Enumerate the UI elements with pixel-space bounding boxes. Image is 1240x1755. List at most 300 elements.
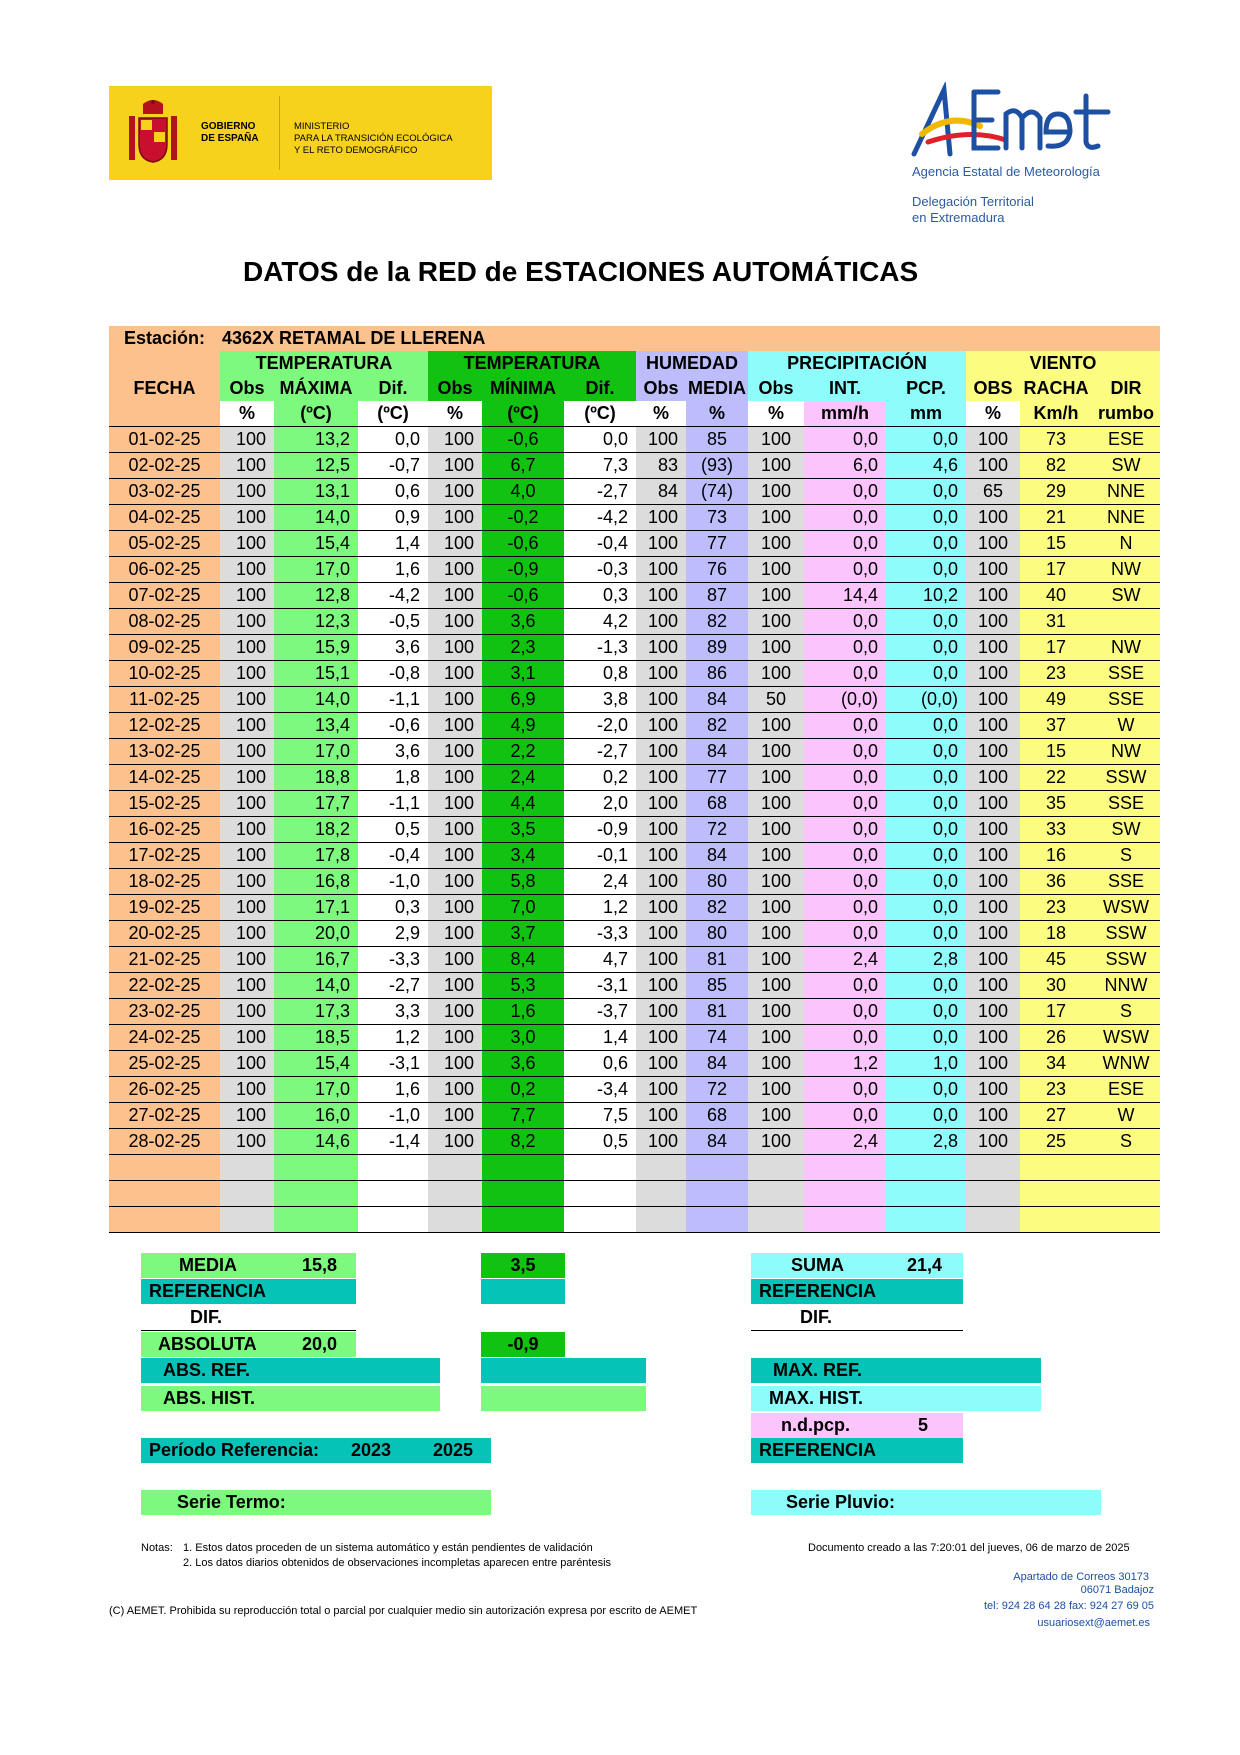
cell-obs-min: 100 <box>428 531 482 557</box>
cell-obs-wind: 65 <box>966 479 1020 505</box>
cell-temp-max: 14,0 <box>274 687 358 713</box>
table-row <box>109 947 1160 973</box>
serie-termo-label: Serie Termo: <box>177 1492 286 1512</box>
created-timestamp: Documento creado a las 7:20:01 del jueves, 06 de marzo de 2025 <box>808 1542 1130 1554</box>
cell-temp-max: 17,0 <box>274 1077 358 1103</box>
abs-ref-label: ABS. REF. <box>163 1360 251 1380</box>
unit-obs-pcp: % <box>748 401 804 427</box>
station-label: Estación: <box>109 326 220 351</box>
cell-fecha: 11-02-25 <box>109 687 220 713</box>
cell-pcp: 0,0 <box>886 1103 966 1129</box>
cell-racha: 49 <box>1020 687 1092 713</box>
empty-cell <box>966 1155 1020 1181</box>
cell-obs-min: 100 <box>428 765 482 791</box>
media-min-value: 3,5 <box>481 1253 565 1278</box>
cell-int-pcp: 1,2 <box>804 1051 886 1077</box>
cell-fecha: 04-02-25 <box>109 505 220 531</box>
cell-obs-max: 100 <box>220 583 274 609</box>
cell-racha: 17 <box>1020 635 1092 661</box>
cell-dir: ESE <box>1092 1077 1160 1103</box>
group-precipitation: PRECIPITACIÓN <box>748 351 966 376</box>
cell-dif-min: -0,3 <box>564 557 636 583</box>
unit-obs-wind: % <box>966 401 1020 427</box>
cell-dir: SSE <box>1092 661 1160 687</box>
cell-obs-pcp: 100 <box>748 661 804 687</box>
empty-cell <box>274 1155 358 1181</box>
cell-racha: 21 <box>1020 505 1092 531</box>
cell-obs-wind: 100 <box>966 1051 1020 1077</box>
cell-obs-pcp: 50 <box>748 687 804 713</box>
cell-temp-max: 15,4 <box>274 1051 358 1077</box>
cell-obs-hum: 100 <box>636 531 686 557</box>
cell-obs-max: 100 <box>220 1025 274 1051</box>
cell-dir <box>1092 609 1160 635</box>
cell-obs-max: 100 <box>220 947 274 973</box>
cell-dif-min: 0,3 <box>564 583 636 609</box>
cell-dif-max: 3,3 <box>358 999 428 1025</box>
col-header-obs-pcp: Obs <box>748 376 804 401</box>
cell-dir: SSW <box>1092 947 1160 973</box>
cell-dif-min: 1,2 <box>564 895 636 921</box>
empty-cell <box>748 1155 804 1181</box>
cell-obs-hum: 100 <box>636 765 686 791</box>
cell-int-pcp: 0,0 <box>804 921 886 947</box>
empty-cell <box>636 1155 686 1181</box>
group-temp-min: TEMPERATURA <box>428 351 636 376</box>
cell-hum-media: 84 <box>686 1129 748 1155</box>
cell-int-pcp: 0,0 <box>804 999 886 1025</box>
cell-hum-media: 89 <box>686 635 748 661</box>
cell-obs-max: 100 <box>220 609 274 635</box>
cell-fecha: 09-02-25 <box>109 635 220 661</box>
cell-temp-max: 15,4 <box>274 531 358 557</box>
unit-dif-max: (ºC) <box>358 401 428 427</box>
cell-int-pcp: 6,0 <box>804 453 886 479</box>
suma-value: 21,4 <box>907 1255 943 1275</box>
cell-dif-min: -2,7 <box>564 479 636 505</box>
cell-int-pcp: 2,4 <box>804 1129 886 1155</box>
cell-temp-min: -0,6 <box>482 583 564 609</box>
cell-temp-min: 3,1 <box>482 661 564 687</box>
table-row <box>109 921 1160 947</box>
cell-dir: SW <box>1092 817 1160 843</box>
cell-fecha: 23-02-25 <box>109 999 220 1025</box>
cell-obs-max: 100 <box>220 895 274 921</box>
cell-dif-max: 1,6 <box>358 557 428 583</box>
cell-temp-max: 14,0 <box>274 505 358 531</box>
col-header-obs-wind: OBS <box>966 376 1020 401</box>
cell-obs-min: 100 <box>428 1077 482 1103</box>
table-body <box>109 427 1160 1233</box>
cell-obs-max: 100 <box>220 843 274 869</box>
empty-cell <box>636 1181 686 1207</box>
cell-int-pcp: 0,0 <box>804 765 886 791</box>
referencia-label: REFERENCIA <box>141 1279 280 1304</box>
cell-obs-min: 100 <box>428 869 482 895</box>
empty-row <box>109 1181 1160 1207</box>
cell-hum-media: (93) <box>686 453 748 479</box>
empty-row <box>109 1207 1160 1233</box>
periodo-label: Período Referencia: <box>149 1440 320 1460</box>
station-row <box>109 326 1160 351</box>
cell-obs-wind: 100 <box>966 791 1020 817</box>
group-header-row <box>109 351 1160 376</box>
cell-fecha: 27-02-25 <box>109 1103 220 1129</box>
cell-temp-min: 2,4 <box>482 765 564 791</box>
cell-int-pcp: 0,0 <box>804 635 886 661</box>
cell-dir: SSE <box>1092 687 1160 713</box>
suma-label: SUMA <box>791 1255 844 1275</box>
cell-temp-min: 5,3 <box>482 973 564 999</box>
cell-pcp: 0,0 <box>886 973 966 999</box>
table-row <box>109 531 1160 557</box>
cell-hum-media: (74) <box>686 479 748 505</box>
cell-pcp: 0,0 <box>886 505 966 531</box>
cell-dir: SSE <box>1092 869 1160 895</box>
logo-divider <box>279 96 280 170</box>
gov-line-1: GOBIERNO <box>201 121 256 132</box>
cell-racha: 23 <box>1020 895 1092 921</box>
cell-temp-min: -0,9 <box>482 557 564 583</box>
cell-obs-max: 100 <box>220 557 274 583</box>
unit-obs-hum: % <box>636 401 686 427</box>
cell-obs-min: 100 <box>428 817 482 843</box>
cell-dir: SSE <box>1092 791 1160 817</box>
cell-temp-max: 16,8 <box>274 869 358 895</box>
cell-obs-hum: 100 <box>636 635 686 661</box>
cell-obs-hum: 100 <box>636 1129 686 1155</box>
col-header-obs-max: Obs <box>220 376 274 401</box>
cell-pcp: 0,0 <box>886 427 966 453</box>
cell-fecha: 16-02-25 <box>109 817 220 843</box>
table-row <box>109 1025 1160 1051</box>
ministry-line-1: MINISTERIO <box>294 121 350 132</box>
cell-dif-min: -0,4 <box>564 531 636 557</box>
cell-obs-max: 100 <box>220 791 274 817</box>
cell-obs-min: 100 <box>428 921 482 947</box>
col-header-obs-hum: Obs <box>636 376 686 401</box>
cell-fecha: 19-02-25 <box>109 895 220 921</box>
cell-obs-hum: 100 <box>636 869 686 895</box>
cell-pcp: 4,6 <box>886 453 966 479</box>
cell-obs-min: 100 <box>428 973 482 999</box>
cell-obs-wind: 100 <box>966 557 1020 583</box>
cell-hum-media: 74 <box>686 1025 748 1051</box>
cell-obs-pcp: 100 <box>748 791 804 817</box>
cell-obs-max: 100 <box>220 635 274 661</box>
col-header-temp-max: MÁXIMA <box>274 376 358 401</box>
cell-hum-media: 73 <box>686 505 748 531</box>
contact-line-3: tel: 924 28 64 28 fax: 924 27 69 05 <box>983 1600 1154 1612</box>
empty-cell <box>274 1181 358 1207</box>
cell-fecha: 20-02-25 <box>109 921 220 947</box>
referencia2-label: REFERENCIA <box>759 1281 877 1301</box>
cell-pcp: 0,0 <box>886 765 966 791</box>
cell-temp-min: 6,7 <box>482 453 564 479</box>
ndpcp-label: n.d.pcp. <box>781 1415 850 1435</box>
government-logo <box>109 86 492 180</box>
table-row <box>109 713 1160 739</box>
cell-dif-max: -4,2 <box>358 583 428 609</box>
cell-obs-pcp: 100 <box>748 947 804 973</box>
cell-dir: SW <box>1092 583 1160 609</box>
cell-pcp: 0,0 <box>886 869 966 895</box>
cell-obs-max: 100 <box>220 1077 274 1103</box>
cell-dif-max: -1,0 <box>358 1103 428 1129</box>
cell-obs-max: 100 <box>220 1129 274 1155</box>
cell-obs-wind: 100 <box>966 947 1020 973</box>
cell-pcp: 0,0 <box>886 661 966 687</box>
cell-dir: N <box>1092 531 1160 557</box>
cell-temp-min: 3,6 <box>482 609 564 635</box>
aemet-wordmark-icon <box>910 82 1130 162</box>
empty-cell <box>358 1181 428 1207</box>
cell-dif-min: 0,8 <box>564 661 636 687</box>
table-row <box>109 973 1160 999</box>
cell-obs-hum: 100 <box>636 1025 686 1051</box>
data-table <box>109 326 1160 1233</box>
cell-dir: NW <box>1092 635 1160 661</box>
cell-temp-max: 12,8 <box>274 583 358 609</box>
cell-int-pcp: 0,0 <box>804 973 886 999</box>
ndpcp-value: 5 <box>918 1415 929 1435</box>
empty-cell <box>966 1181 1020 1207</box>
cell-obs-min: 100 <box>428 635 482 661</box>
cell-dif-max: -0,4 <box>358 843 428 869</box>
col-header-dir: DIR <box>1092 376 1160 401</box>
note-1: 1. Estos datos proceden de un sistema automático y están pendientes de validación <box>183 1542 593 1554</box>
cell-obs-max: 100 <box>220 427 274 453</box>
cell-obs-max: 100 <box>220 687 274 713</box>
empty-cell <box>748 1181 804 1207</box>
contact-email[interactable]: usuariosext@aemet.es <box>1037 1617 1150 1629</box>
empty-cell <box>748 1207 804 1233</box>
cell-obs-hum: 100 <box>636 843 686 869</box>
empty-cell <box>564 1207 636 1233</box>
cell-pcp: 0,0 <box>886 817 966 843</box>
cell-obs-pcp: 100 <box>748 817 804 843</box>
cell-temp-min: 3,5 <box>482 817 564 843</box>
absoluta-max-value: 20,0 <box>302 1334 338 1354</box>
cell-fecha: 18-02-25 <box>109 869 220 895</box>
cell-temp-max: 14,6 <box>274 1129 358 1155</box>
cell-dir: ESE <box>1092 427 1160 453</box>
cell-obs-min: 100 <box>428 557 482 583</box>
cell-fecha: 21-02-25 <box>109 947 220 973</box>
group-humidity: HUMEDAD <box>636 351 748 376</box>
cell-fecha: 08-02-25 <box>109 609 220 635</box>
empty-cell <box>220 1207 274 1233</box>
cell-temp-min: 7,7 <box>482 1103 564 1129</box>
cell-obs-wind: 100 <box>966 895 1020 921</box>
empty-cell <box>482 1155 564 1181</box>
delegation-line-2: en Extremadura <box>912 210 1005 225</box>
cell-fecha: 01-02-25 <box>109 427 220 453</box>
cell-obs-wind: 100 <box>966 765 1020 791</box>
max-hist-label: MAX. HIST. <box>769 1388 864 1408</box>
cell-hum-media: 82 <box>686 609 748 635</box>
cell-fecha: 06-02-25 <box>109 557 220 583</box>
cell-int-pcp: 0,0 <box>804 531 886 557</box>
unit-hum-media: % <box>686 401 748 427</box>
cell-fecha: 13-02-25 <box>109 739 220 765</box>
contact-block <box>900 1571 1154 1630</box>
cell-obs-min: 100 <box>428 505 482 531</box>
cell-pcp: 0,0 <box>886 635 966 661</box>
cell-hum-media: 81 <box>686 947 748 973</box>
cell-int-pcp: (0,0) <box>804 687 886 713</box>
unit-racha: Km/h <box>1020 401 1092 427</box>
cell-temp-max: 17,3 <box>274 999 358 1025</box>
cell-temp-min: 2,2 <box>482 739 564 765</box>
cell-pcp: 0,0 <box>886 895 966 921</box>
cell-obs-hum: 100 <box>636 609 686 635</box>
col-header-int-pcp: INT. <box>804 376 886 401</box>
cell-hum-media: 80 <box>686 869 748 895</box>
cell-racha: 31 <box>1020 609 1092 635</box>
cell-obs-max: 100 <box>220 453 274 479</box>
cell-dif-min: 1,4 <box>564 1025 636 1051</box>
cell-obs-wind: 100 <box>966 531 1020 557</box>
cell-obs-hum: 100 <box>636 583 686 609</box>
empty-cell <box>1020 1207 1092 1233</box>
cell-int-pcp: 0,0 <box>804 1077 886 1103</box>
cell-int-pcp: 0,0 <box>804 869 886 895</box>
empty-cell <box>804 1181 886 1207</box>
cell-pcp: 0,0 <box>886 1077 966 1103</box>
cell-obs-wind: 100 <box>966 921 1020 947</box>
cell-obs-wind: 100 <box>966 1025 1020 1051</box>
cell-fecha: 28-02-25 <box>109 1129 220 1155</box>
cell-obs-max: 100 <box>220 869 274 895</box>
cell-temp-max: 14,0 <box>274 973 358 999</box>
cell-obs-wind: 100 <box>966 687 1020 713</box>
cell-dif-max: 0,6 <box>358 479 428 505</box>
empty-cell <box>1020 1155 1092 1181</box>
cell-fecha: 25-02-25 <box>109 1051 220 1077</box>
table-row <box>109 791 1160 817</box>
empty-cell <box>428 1207 482 1233</box>
cell-racha: 27 <box>1020 1103 1092 1129</box>
cell-int-pcp: 0,0 <box>804 479 886 505</box>
cell-obs-min: 100 <box>428 713 482 739</box>
cell-dir: S <box>1092 1129 1160 1155</box>
cell-obs-hum: 100 <box>636 817 686 843</box>
cell-hum-media: 84 <box>686 739 748 765</box>
gov-line-2: DE ESPAÑA <box>201 133 259 144</box>
table-row <box>109 765 1160 791</box>
absoluta-min-value: -0,9 <box>481 1332 565 1357</box>
cell-temp-max: 15,9 <box>274 635 358 661</box>
cell-obs-pcp: 100 <box>748 583 804 609</box>
cell-int-pcp: 0,0 <box>804 843 886 869</box>
unit-fecha <box>109 401 220 427</box>
coat-of-arms-icon <box>125 98 181 168</box>
cell-dir: S <box>1092 843 1160 869</box>
cell-temp-min: 3,6 <box>482 1051 564 1077</box>
cell-obs-pcp: 100 <box>748 739 804 765</box>
cell-obs-wind: 100 <box>966 973 1020 999</box>
cell-dif-min: 2,0 <box>564 791 636 817</box>
cell-obs-wind: 100 <box>966 1077 1020 1103</box>
cell-temp-max: 16,7 <box>274 947 358 973</box>
cell-hum-media: 77 <box>686 765 748 791</box>
delegation-line-1: Delegación Territorial <box>912 194 1034 209</box>
cell-dir: NW <box>1092 557 1160 583</box>
cell-temp-max: 17,0 <box>274 739 358 765</box>
unit-int-pcp: mm/h <box>804 401 886 427</box>
cell-racha: 29 <box>1020 479 1092 505</box>
cell-obs-max: 100 <box>220 713 274 739</box>
cell-obs-hum: 100 <box>636 505 686 531</box>
cell-obs-max: 100 <box>220 1103 274 1129</box>
cell-obs-pcp: 100 <box>748 635 804 661</box>
table-row <box>109 1077 1160 1103</box>
media-label: MEDIA <box>179 1255 237 1275</box>
cell-obs-pcp: 100 <box>748 609 804 635</box>
cell-dif-min: 7,3 <box>564 453 636 479</box>
cell-fecha: 07-02-25 <box>109 583 220 609</box>
cell-dif-max: 0,9 <box>358 505 428 531</box>
cell-obs-max: 100 <box>220 999 274 1025</box>
cell-obs-pcp: 100 <box>748 505 804 531</box>
cell-fecha: 24-02-25 <box>109 1025 220 1051</box>
cell-obs-pcp: 100 <box>748 973 804 999</box>
cell-obs-hum: 83 <box>636 453 686 479</box>
table-row <box>109 739 1160 765</box>
cell-dif-min: -3,1 <box>564 973 636 999</box>
cell-temp-min: -0,6 <box>482 531 564 557</box>
empty-cell <box>804 1207 886 1233</box>
cell-obs-min: 100 <box>428 947 482 973</box>
empty-cell <box>564 1181 636 1207</box>
empty-cell <box>220 1181 274 1207</box>
cell-obs-hum: 100 <box>636 1051 686 1077</box>
empty-cell <box>1020 1181 1092 1207</box>
cell-dif-max: -1,4 <box>358 1129 428 1155</box>
cell-temp-min: -0,2 <box>482 505 564 531</box>
cell-int-pcp: 0,0 <box>804 713 886 739</box>
cell-dif-min: 3,8 <box>564 687 636 713</box>
cell-obs-max: 100 <box>220 479 274 505</box>
cell-int-pcp: 0,0 <box>804 661 886 687</box>
cell-obs-pcp: 100 <box>748 453 804 479</box>
cell-obs-hum: 100 <box>636 973 686 999</box>
cell-temp-max: 20,0 <box>274 921 358 947</box>
cell-obs-wind: 100 <box>966 661 1020 687</box>
table-row <box>109 453 1160 479</box>
cell-hum-media: 84 <box>686 687 748 713</box>
cell-temp-max: 12,5 <box>274 453 358 479</box>
cell-obs-hum: 100 <box>636 921 686 947</box>
unit-header-row <box>109 401 1160 427</box>
cell-obs-max: 100 <box>220 817 274 843</box>
table-row <box>109 999 1160 1025</box>
cell-obs-max: 100 <box>220 921 274 947</box>
unit-pcp: mm <box>886 401 966 427</box>
cell-temp-max: 17,8 <box>274 843 358 869</box>
cell-dir: SW <box>1092 453 1160 479</box>
cell-dir: NW <box>1092 739 1160 765</box>
empty-cell <box>804 1155 886 1181</box>
cell-pcp: 0,0 <box>886 609 966 635</box>
cell-dif-max: 2,9 <box>358 921 428 947</box>
cell-temp-max: 17,1 <box>274 895 358 921</box>
cell-dif-max: 3,6 <box>358 635 428 661</box>
cell-int-pcp: 0,0 <box>804 1103 886 1129</box>
ministry-line-3: Y EL RETO DEMOGRÁFICO <box>294 145 418 156</box>
cell-temp-min: 4,4 <box>482 791 564 817</box>
